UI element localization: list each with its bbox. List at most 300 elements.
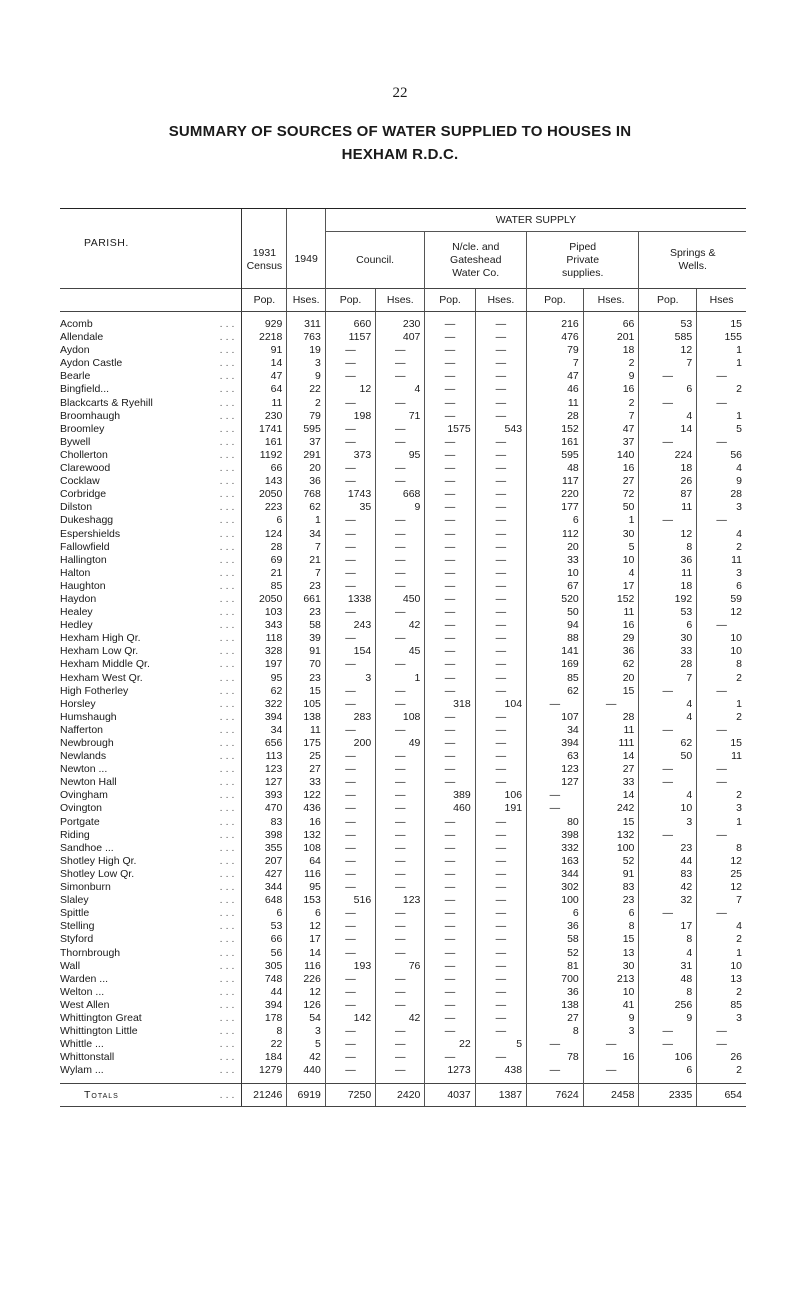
table-row <box>60 816 746 829</box>
table-cell: 50 <box>527 606 584 619</box>
table-cell: 106 <box>639 1051 697 1064</box>
table-cell: 23 <box>639 842 697 855</box>
table-cell: 91 <box>583 868 639 881</box>
table-cell: 198 <box>325 410 375 423</box>
parish-name: Slaley ... <box>60 894 242 907</box>
table-cell: 8 <box>697 842 746 855</box>
table-cell: 87 <box>639 488 697 501</box>
table-cell: — <box>325 907 375 920</box>
table-cell: 393 <box>242 789 287 802</box>
table-cell: 27 <box>527 1012 584 1025</box>
table-cell: 28 <box>242 541 287 554</box>
table-cell: — <box>475 685 526 698</box>
table-cell: — <box>376 554 425 567</box>
table-cell: — <box>376 1051 425 1064</box>
table-cell: 124 <box>242 528 287 541</box>
parish-name: Whittington Little ... <box>60 1025 242 1038</box>
table-cell: — <box>325 606 375 619</box>
table-cell: 6 <box>639 619 697 632</box>
table-cell: — <box>425 397 475 410</box>
table-cell: — <box>425 1051 475 1064</box>
table-cell: 141 <box>527 645 584 658</box>
table-cell: — <box>425 344 475 357</box>
table-cell: 11 <box>583 724 639 737</box>
table-cell: — <box>639 776 697 789</box>
table-cell: 16 <box>583 462 639 475</box>
table-cell: 56 <box>242 947 287 960</box>
table-cell: 132 <box>287 829 326 842</box>
table-cell: — <box>325 947 375 960</box>
table-cell: 213 <box>583 973 639 986</box>
council-header: Council. <box>325 232 425 289</box>
table-cell: 47 <box>527 370 584 383</box>
table-cell: — <box>325 763 375 776</box>
table-cell: — <box>527 1038 584 1051</box>
table-cell: 62 <box>527 685 584 698</box>
table-cell: 4 <box>639 698 697 711</box>
table-cell: — <box>475 776 526 789</box>
table-cell: 543 <box>475 423 526 436</box>
table-row <box>60 541 746 554</box>
table-cell: — <box>325 724 375 737</box>
table-cell: — <box>376 606 425 619</box>
table-cell: 53 <box>639 318 697 331</box>
table-cell: 123 <box>527 763 584 776</box>
table-cell: — <box>475 986 526 999</box>
table-cell: 184 <box>242 1051 287 1064</box>
table-cell: 6 <box>583 907 639 920</box>
parish-name: Allendale ... <box>60 331 242 344</box>
table-cell: — <box>425 920 475 933</box>
table-cell: — <box>475 357 526 370</box>
table-cell: 53 <box>242 920 287 933</box>
table-cell: — <box>376 423 425 436</box>
table-cell: 79 <box>527 344 584 357</box>
table-cell: 7 <box>697 894 746 907</box>
table-cell: — <box>425 960 475 973</box>
table-cell: — <box>425 672 475 685</box>
table-cell: 4 <box>639 410 697 423</box>
table-cell: — <box>425 986 475 999</box>
table-cell: 6 <box>527 907 584 920</box>
table-cell: — <box>475 1051 526 1064</box>
table-cell: — <box>475 645 526 658</box>
table-row <box>60 894 746 907</box>
parish-name: Bywell ... <box>60 436 242 449</box>
table-cell: — <box>475 370 526 383</box>
table-cell: 85 <box>242 580 287 593</box>
table-cell: — <box>325 580 375 593</box>
totals-cell: 654 <box>697 1084 746 1107</box>
table-cell: 4 <box>697 920 746 933</box>
table-cell: 2050 <box>242 488 287 501</box>
table-cell: 407 <box>376 331 425 344</box>
table-cell: — <box>639 907 697 920</box>
table-cell: 2 <box>583 357 639 370</box>
table-cell: 12 <box>697 606 746 619</box>
table-cell: — <box>376 920 425 933</box>
springs-wells-header: Springs & Wells. <box>639 232 746 289</box>
table-cell: 25 <box>697 868 746 881</box>
table-cell: 373 <box>325 449 375 462</box>
table-cell: 15 <box>697 318 746 331</box>
table-row <box>60 763 746 776</box>
table-cell: 7 <box>527 357 584 370</box>
table-cell: — <box>527 802 584 815</box>
table-cell: — <box>697 514 746 527</box>
parish-name: Welton ... ... <box>60 986 242 999</box>
table-row <box>60 632 746 645</box>
parish-name: Simonburn ... <box>60 881 242 894</box>
table-cell: — <box>425 318 475 331</box>
table-cell: 13 <box>697 973 746 986</box>
table-cell: 11 <box>287 724 326 737</box>
table-cell: — <box>475 763 526 776</box>
table-cell: — <box>425 881 475 894</box>
table-cell: — <box>475 907 526 920</box>
table-cell: 9 <box>376 501 425 514</box>
hses-header: Hses. <box>475 289 526 312</box>
table-cell: — <box>425 711 475 724</box>
table-cell: 4 <box>639 947 697 960</box>
table-cell: — <box>325 632 375 645</box>
table-cell: — <box>425 541 475 554</box>
table-cell: — <box>325 789 375 802</box>
table-cell: — <box>475 436 526 449</box>
table-cell: — <box>376 344 425 357</box>
table-cell: — <box>425 593 475 606</box>
totals-row <box>60 1084 746 1107</box>
table-cell: 80 <box>527 816 584 829</box>
table-cell: — <box>376 632 425 645</box>
table-row <box>60 619 746 632</box>
table-cell: 8 <box>583 920 639 933</box>
table-cell: 2 <box>697 789 746 802</box>
table-cell: 9 <box>697 475 746 488</box>
table-cell: 2 <box>697 933 746 946</box>
table-row <box>60 528 746 541</box>
table-cell: 27 <box>583 763 639 776</box>
table-cell: — <box>475 632 526 645</box>
table-cell: 153 <box>287 894 326 907</box>
parish-name: Newton Hall ... <box>60 776 242 789</box>
parish-name: High Fotherley ... <box>60 685 242 698</box>
table-cell: 17 <box>583 580 639 593</box>
table-cell: — <box>376 580 425 593</box>
parish-name: Ovington ... <box>60 802 242 815</box>
parish-name: Cocklaw ... <box>60 475 242 488</box>
table-cell: — <box>527 789 584 802</box>
table-cell: — <box>475 855 526 868</box>
table-cell: — <box>325 658 375 671</box>
table-row <box>60 1064 746 1077</box>
table-cell: 11 <box>639 501 697 514</box>
totals-cell: 2420 <box>376 1084 425 1107</box>
table-cell: 33 <box>583 776 639 789</box>
table-cell: 36 <box>287 475 326 488</box>
table-cell: 37 <box>287 436 326 449</box>
table-row <box>60 973 746 986</box>
table-cell: 100 <box>527 894 584 907</box>
table-cell: — <box>325 855 375 868</box>
table-cell: 52 <box>583 855 639 868</box>
table-cell: 768 <box>287 488 326 501</box>
table-cell: 7 <box>639 672 697 685</box>
table-cell: 1192 <box>242 449 287 462</box>
parish-name: Whittington Great ... <box>60 1012 242 1025</box>
parish-name: Healey ... <box>60 606 242 619</box>
table-row <box>60 475 746 488</box>
table-cell: — <box>425 737 475 750</box>
table-cell: — <box>475 960 526 973</box>
table-cell: 4 <box>697 528 746 541</box>
table-cell: 193 <box>325 960 375 973</box>
table-cell: — <box>425 763 475 776</box>
table-cell: — <box>475 999 526 1012</box>
table-cell: — <box>376 462 425 475</box>
table-cell: 95 <box>376 449 425 462</box>
table-cell: 62 <box>639 737 697 750</box>
table-cell: 28 <box>697 488 746 501</box>
table-cell: — <box>376 907 425 920</box>
table-cell: — <box>425 724 475 737</box>
table-cell: — <box>425 370 475 383</box>
table-cell: 26 <box>639 475 697 488</box>
table-cell: — <box>325 685 375 698</box>
table-cell: 929 <box>242 318 287 331</box>
parish-name: Bingfield... ... <box>60 383 242 396</box>
table-cell: 200 <box>325 737 375 750</box>
hses-header: Hses. <box>287 289 326 312</box>
pop-header: Pop. <box>639 289 697 312</box>
table-cell: 28 <box>639 658 697 671</box>
table-cell: 23 <box>287 606 326 619</box>
table-cell: — <box>425 973 475 986</box>
table-cell: — <box>475 1025 526 1038</box>
table-cell: 152 <box>527 423 584 436</box>
parish-name: Haughton ... <box>60 580 242 593</box>
table-cell: 1 <box>697 816 746 829</box>
table-cell: 95 <box>242 672 287 685</box>
table-cell: 12 <box>287 986 326 999</box>
table-cell: 4 <box>697 462 746 475</box>
table-cell: 344 <box>242 881 287 894</box>
table-cell: 8 <box>639 986 697 999</box>
table-cell: 33 <box>527 554 584 567</box>
table-cell: 113 <box>242 750 287 763</box>
table-cell: 15 <box>583 685 639 698</box>
table-cell: 72 <box>583 488 639 501</box>
table-cell: 33 <box>639 645 697 658</box>
table-cell: 83 <box>583 881 639 894</box>
table-cell: 62 <box>583 658 639 671</box>
table-cell: 22 <box>287 383 326 396</box>
table-cell: — <box>475 658 526 671</box>
table-cell: — <box>376 724 425 737</box>
table-cell: 3 <box>697 802 746 815</box>
table-cell: — <box>376 698 425 711</box>
totals-label: Totals ... <box>60 1084 242 1107</box>
table-cell: 39 <box>287 632 326 645</box>
table-cell: 16 <box>583 619 639 632</box>
table-cell: 71 <box>376 410 425 423</box>
water-supply-header: WATER SUPPLY <box>325 209 746 232</box>
table-cell: 69 <box>242 554 287 567</box>
table-cell: 305 <box>242 960 287 973</box>
table-cell: — <box>325 475 375 488</box>
table-cell: 191 <box>475 802 526 815</box>
table-cell: — <box>376 776 425 789</box>
table-row <box>60 855 746 868</box>
table-row <box>60 881 746 894</box>
table-cell: 2 <box>697 541 746 554</box>
table-cell: 25 <box>287 750 326 763</box>
table-row <box>60 501 746 514</box>
table-cell: 48 <box>639 973 697 986</box>
table-cell: 9 <box>287 370 326 383</box>
table-cell: 52 <box>527 947 584 960</box>
table-cell: 520 <box>527 593 584 606</box>
table-cell: 660 <box>325 318 375 331</box>
parish-name: Shotley Low Qr. ... <box>60 868 242 881</box>
table-cell: 15 <box>287 685 326 698</box>
table-row <box>60 672 746 685</box>
totals-cell: 4037 <box>425 1084 475 1107</box>
table-cell: 36 <box>527 920 584 933</box>
table-cell: 46 <box>527 383 584 396</box>
table-cell: 2 <box>583 397 639 410</box>
table-cell: — <box>425 645 475 658</box>
table-cell: — <box>325 842 375 855</box>
parish-name: Styford ... <box>60 933 242 946</box>
table-cell: 64 <box>287 855 326 868</box>
table-cell: 118 <box>242 632 287 645</box>
table-cell: 123 <box>376 894 425 907</box>
parish-name: Broomley ... <box>60 423 242 436</box>
table-cell: 67 <box>527 580 584 593</box>
table-cell: 5 <box>287 1038 326 1051</box>
table-cell: — <box>425 1012 475 1025</box>
table-cell: 20 <box>583 672 639 685</box>
totals-cell: 6919 <box>287 1084 326 1107</box>
table-cell: 13 <box>583 947 639 960</box>
table-cell: — <box>325 1025 375 1038</box>
totals-cell: 7250 <box>325 1084 375 1107</box>
table-cell: — <box>376 868 425 881</box>
table-cell: — <box>425 685 475 698</box>
table-cell: 122 <box>287 789 326 802</box>
table-cell: 26 <box>697 1051 746 1064</box>
table-row <box>60 920 746 933</box>
table-cell: 1741 <box>242 423 287 436</box>
table-row <box>60 593 746 606</box>
table-cell: 1 <box>376 672 425 685</box>
table-cell: — <box>697 763 746 776</box>
table-cell: — <box>325 370 375 383</box>
parish-name: Wylam ... ... <box>60 1064 242 1077</box>
table-cell: 88 <box>527 632 584 645</box>
table-cell: 132 <box>583 829 639 842</box>
table-cell: 175 <box>287 737 326 750</box>
table-cell: 112 <box>527 528 584 541</box>
table-row <box>60 737 746 750</box>
table-cell: 44 <box>639 855 697 868</box>
table-cell: 23 <box>583 894 639 907</box>
table-row <box>60 724 746 737</box>
parish-name: Shotley High Qr. ... <box>60 855 242 868</box>
table-cell: — <box>376 842 425 855</box>
table-cell: 6 <box>287 907 326 920</box>
table-cell: — <box>475 528 526 541</box>
table-cell: 70 <box>287 658 326 671</box>
table-cell: — <box>475 462 526 475</box>
table-cell: 256 <box>639 999 697 1012</box>
table-cell: — <box>475 750 526 763</box>
table-cell: — <box>325 750 375 763</box>
table-cell: — <box>325 829 375 842</box>
table-cell: 11 <box>242 397 287 410</box>
table-cell: — <box>475 331 526 344</box>
table-cell: — <box>425 829 475 842</box>
table-cell: — <box>425 868 475 881</box>
table-cell: — <box>376 999 425 1012</box>
table-cell: 45 <box>376 645 425 658</box>
table-cell: 27 <box>287 763 326 776</box>
table-cell: — <box>325 776 375 789</box>
parish-name: Thornbrough ... <box>60 947 242 960</box>
table-row <box>60 488 746 501</box>
table-cell: 50 <box>639 750 697 763</box>
parish-name: Warden ... ... <box>60 973 242 986</box>
table-cell: — <box>475 672 526 685</box>
table-row <box>60 711 746 724</box>
table-cell: — <box>583 698 639 711</box>
table-cell: 15 <box>697 737 746 750</box>
table-cell: — <box>425 842 475 855</box>
table-cell: 105 <box>287 698 326 711</box>
table-cell: 9 <box>583 370 639 383</box>
table-cell: — <box>475 554 526 567</box>
table-cell: 8 <box>639 933 697 946</box>
table-body <box>60 312 746 1107</box>
table-cell: 63 <box>527 750 584 763</box>
table-cell: 6 <box>527 514 584 527</box>
table-cell: 30 <box>583 528 639 541</box>
table-cell: — <box>583 1064 639 1077</box>
table-cell: 15 <box>583 816 639 829</box>
table-cell: — <box>639 685 697 698</box>
table-cell: — <box>475 397 526 410</box>
table-cell: — <box>475 318 526 331</box>
table-cell: 66 <box>242 933 287 946</box>
parish-name: Hexham Middle Qr. ... <box>60 658 242 671</box>
hses-header: Hses. <box>376 289 425 312</box>
parish-name: Spittle ... <box>60 907 242 920</box>
table-cell: 2 <box>697 1064 746 1077</box>
table-cell: 516 <box>325 894 375 907</box>
table-cell: 14 <box>639 423 697 436</box>
table-cell: 343 <box>242 619 287 632</box>
table-cell: 42 <box>376 1012 425 1025</box>
table-cell: 27 <box>583 475 639 488</box>
table-cell: 223 <box>242 501 287 514</box>
table-row <box>60 567 746 580</box>
table-cell: 318 <box>425 698 475 711</box>
table-row <box>60 750 746 763</box>
table-cell: — <box>475 501 526 514</box>
table-cell: — <box>475 541 526 554</box>
table-row <box>60 410 746 423</box>
